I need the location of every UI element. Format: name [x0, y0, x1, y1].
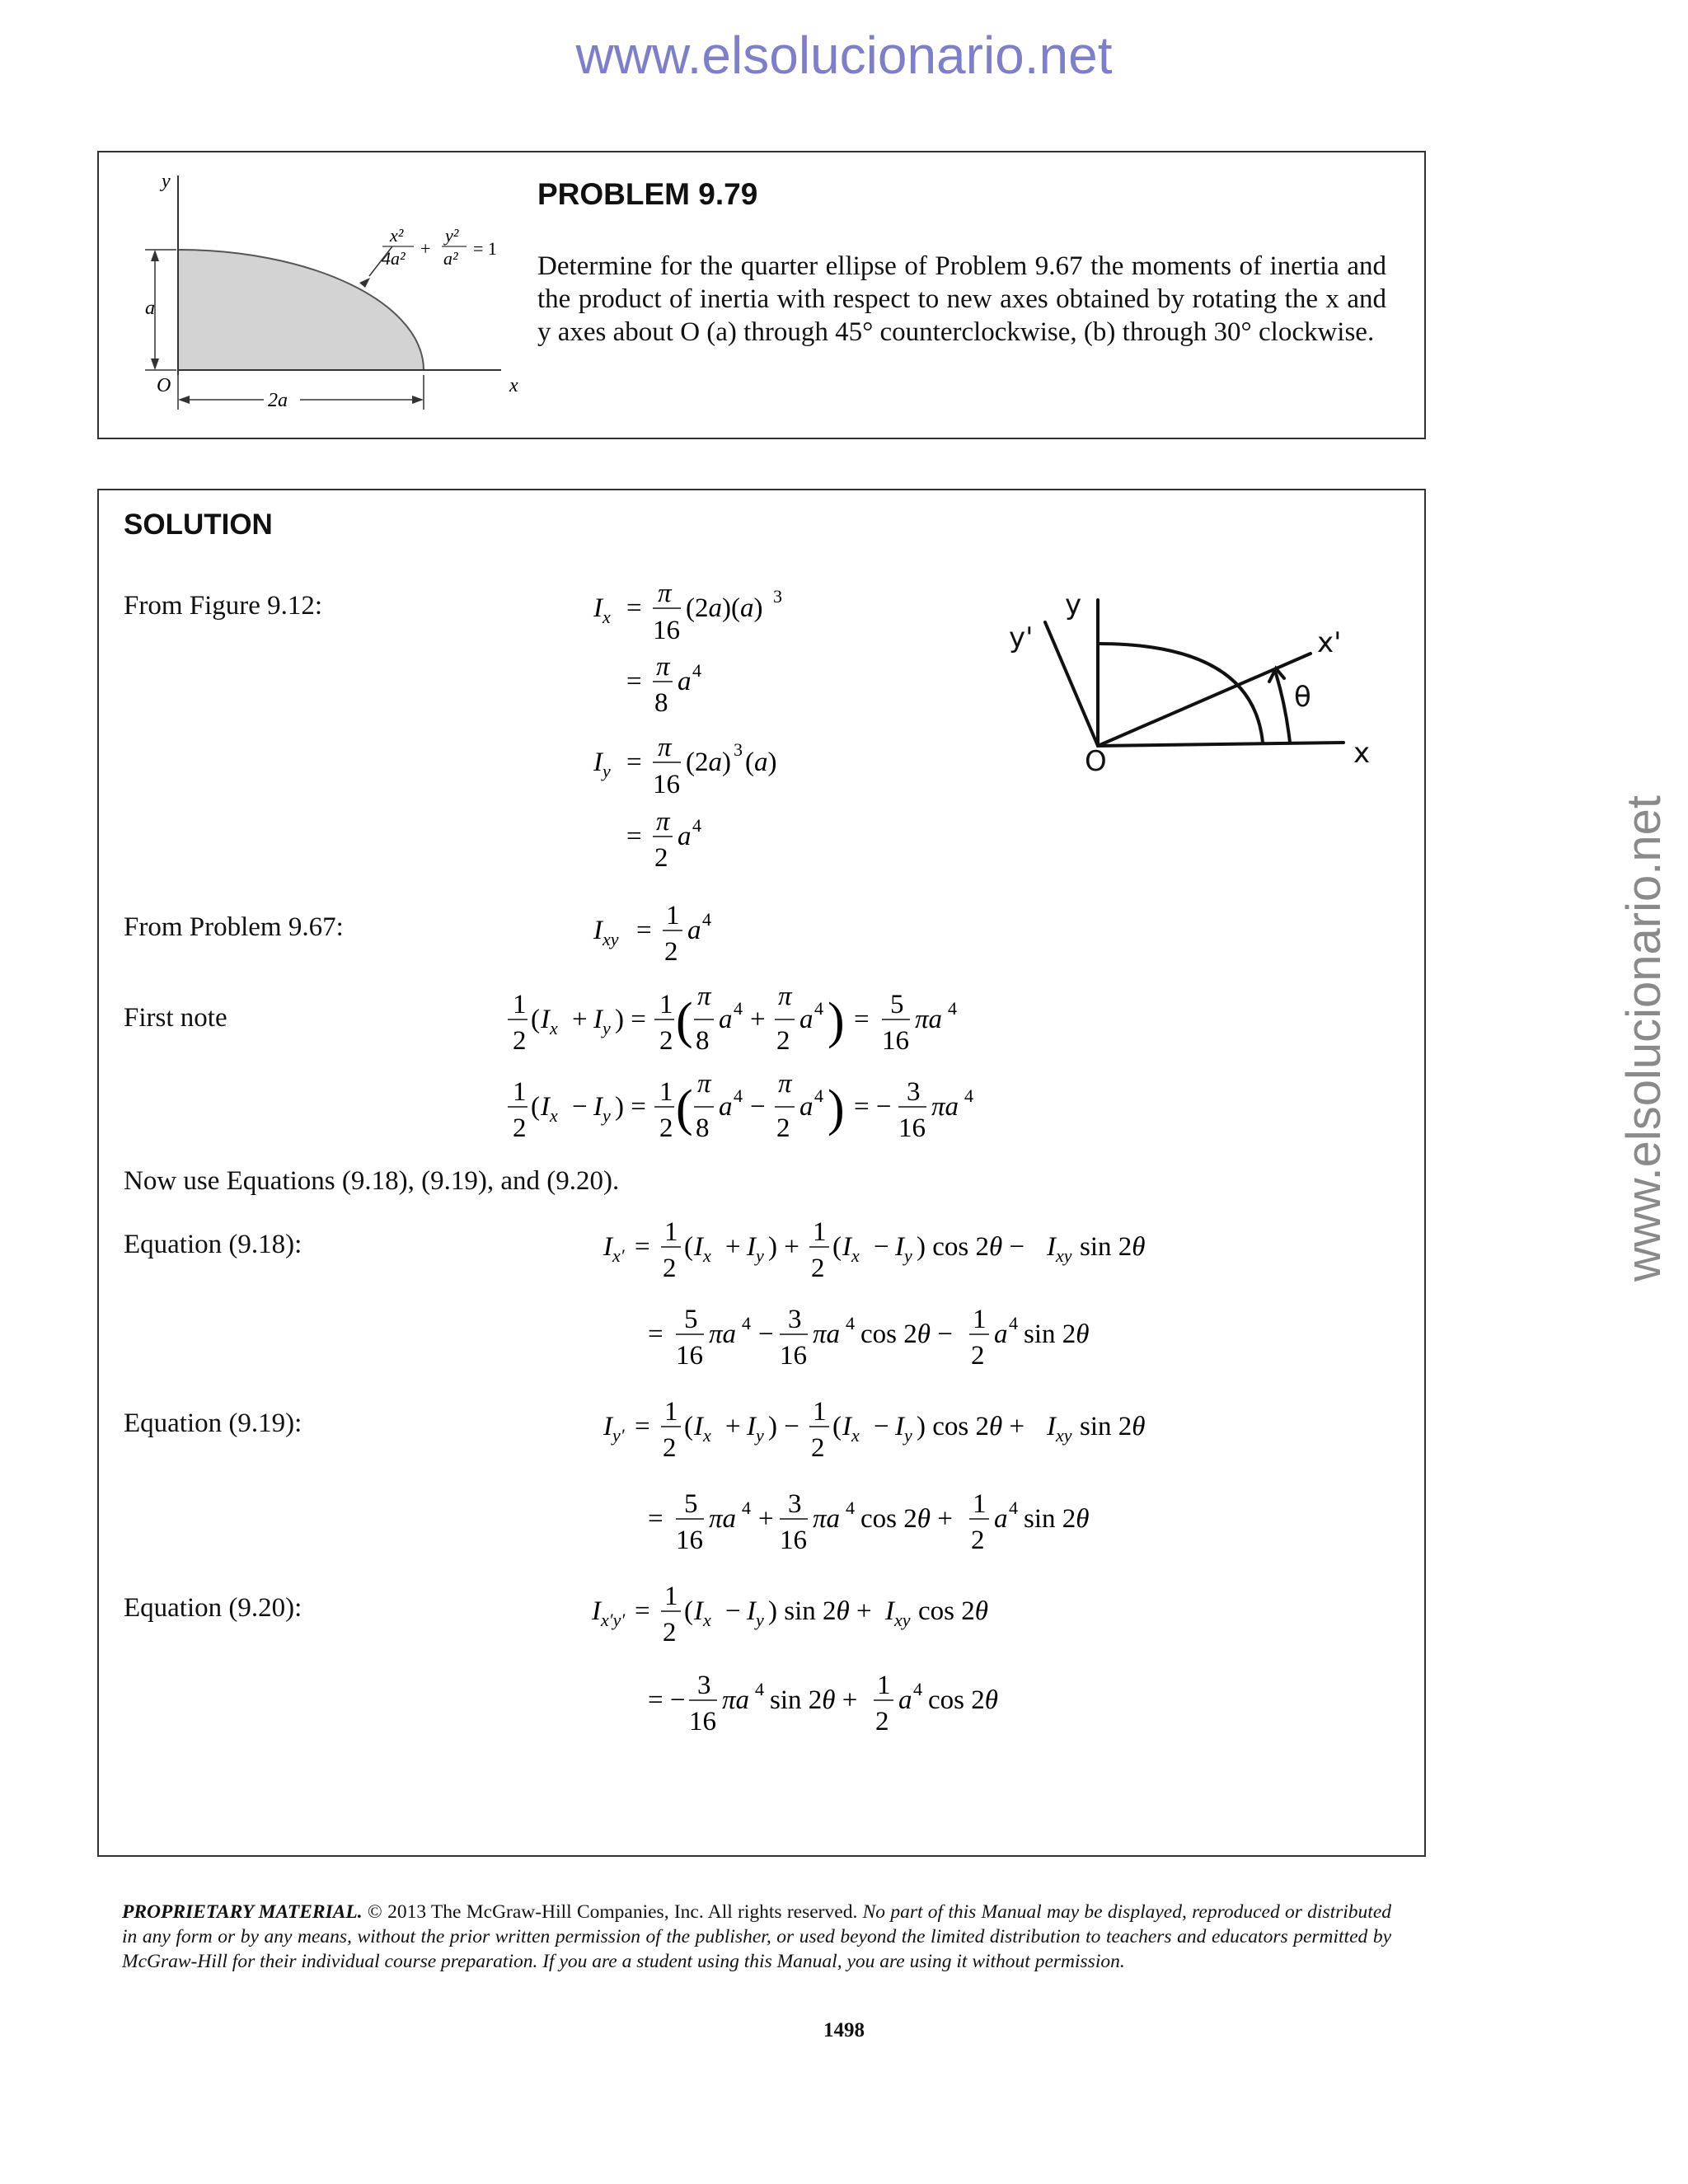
eq-first-note-1 — [508, 982, 957, 1056]
label-fig912: From Figure 9.12: — [124, 591, 323, 621]
svg-text:4: 4 — [755, 1679, 764, 1699]
svg-text:Iy: $I_y$ — [895, 1232, 912, 1266]
svg-text:a: a — [994, 1319, 1008, 1349]
svg-text:) =: ) = — [615, 1005, 646, 1034]
svg-text:Ix: $I_x$ — [541, 1092, 558, 1126]
sketch-y-label: y — [1065, 588, 1082, 621]
svg-text:Ix′: $I_{x'}$ — [603, 1232, 625, 1266]
svg-text:=: = — [626, 593, 642, 623]
svg-text:Iy: $I_y$ — [593, 1005, 611, 1038]
svg-text:+: + — [725, 1232, 741, 1262]
svg-text:3: 3 — [697, 1671, 711, 1700]
svg-text:16: 16 — [689, 1707, 716, 1736]
svg-text:1: 1 — [659, 990, 673, 1019]
svg-text:Iy: $I_y$ — [593, 1092, 611, 1126]
svg-text:1: 1 — [659, 1077, 673, 1107]
svg-text:−: − — [750, 1092, 766, 1122]
svg-text:a: a — [994, 1504, 1008, 1534]
svg-text:π: π — [697, 1069, 711, 1099]
svg-text:2: 2 — [971, 1526, 985, 1555]
svg-text:16: 16 — [882, 1026, 909, 1056]
svg-text:5: 5 — [684, 1489, 698, 1519]
svg-text:(: ( — [832, 1412, 842, 1441]
svg-text:4: 4 — [913, 1679, 922, 1699]
svg-text:) cos 2θ −: ) cos 2θ − — [917, 1232, 1025, 1262]
label-prob967: From Problem 9.67: — [124, 912, 344, 942]
svg-text:) =: ) = — [615, 1092, 646, 1122]
solution-heading: SOLUTION — [124, 509, 273, 541]
svg-text:π: π — [697, 982, 711, 1011]
svg-text:sin 2θ: sin 2θ — [1080, 1412, 1146, 1441]
svg-text:1: 1 — [973, 1489, 987, 1519]
svg-text:+: + — [572, 1005, 588, 1034]
svg-text:Iy: $I_y$ — [747, 1232, 764, 1266]
svg-text:16: 16 — [780, 1526, 807, 1555]
svg-text:1: 1 — [813, 1397, 827, 1427]
problem-title: PROBLEM 9.79 — [537, 177, 758, 211]
svg-text:) +: ) + — [768, 1232, 799, 1262]
svg-text:cos 2θ +: cos 2θ + — [860, 1504, 953, 1534]
svg-text:= 1: = 1 — [473, 238, 497, 259]
fig-x-label: x — [509, 375, 518, 396]
svg-text:4: 4 — [734, 1085, 743, 1106]
svg-text:4: 4 — [742, 1497, 751, 1518]
svg-text:+: + — [420, 238, 431, 259]
footer-normal: © 2013 The McGraw-Hill Companies, Inc. All rights reserved. — [362, 1901, 858, 1923]
svg-text:8: 8 — [654, 688, 668, 718]
svg-text:πa: πa — [931, 1092, 959, 1122]
svg-text:3: 3 — [734, 739, 743, 760]
svg-text:16: 16 — [898, 1113, 926, 1143]
watermark-top: www.elsolucionario.net — [575, 26, 1113, 85]
svg-text:−: − — [874, 1232, 889, 1262]
svg-text:1: 1 — [513, 990, 527, 1019]
svg-text:a: a — [799, 1005, 814, 1034]
svg-text:16: 16 — [653, 770, 680, 799]
label-eq919: Equation (9.19): — [124, 1408, 302, 1438]
svg-text:a: a — [678, 822, 692, 851]
svg-text:4: 4 — [964, 1085, 973, 1106]
eq-918-2 — [648, 1305, 1089, 1371]
sketch-origin-label: O — [1085, 745, 1107, 778]
svg-text:1: 1 — [664, 1582, 678, 1611]
svg-text:) −: ) − — [768, 1412, 799, 1441]
eq-918-1 — [603, 1217, 1145, 1283]
svg-text:(: ( — [531, 1005, 540, 1034]
svg-text:−: − — [758, 1319, 774, 1349]
eq-920-1 — [591, 1582, 988, 1647]
svg-text:1: 1 — [513, 1077, 527, 1107]
svg-text:=: = — [635, 1412, 650, 1441]
svg-text:4: 4 — [692, 660, 701, 681]
svg-text:πa: πa — [709, 1504, 737, 1534]
problem-text: Determine for the quarter ellipse of Problem 9.67 the moments of inertia and the product of inertia with respect to new axes obtained by rotating the x and y axes about O (a) through 45° counterclockwise, (b) through 30° clockwise. — [537, 251, 1386, 347]
page-number: 1498 — [823, 2019, 865, 2041]
eq-920-2 — [648, 1671, 998, 1736]
svg-text:1: 1 — [813, 1217, 827, 1247]
svg-text:4: 4 — [814, 1085, 823, 1106]
svg-text:4: 4 — [734, 998, 743, 1019]
svg-text:2: 2 — [971, 1341, 985, 1371]
svg-text:a: a — [719, 1005, 733, 1034]
svg-text:Ix: $I_x$ — [694, 1596, 711, 1630]
svg-text:1: 1 — [877, 1671, 891, 1700]
svg-text:4: 4 — [1009, 1313, 1018, 1333]
svg-text:=: = — [626, 822, 642, 851]
svg-text:Iy′: $I_{y'}$ — [603, 1412, 625, 1446]
eq-first-note-2 — [508, 1069, 973, 1143]
svg-text:x²: x² — [390, 225, 404, 246]
svg-text:2: 2 — [513, 1026, 527, 1056]
svg-text:π: π — [778, 1069, 792, 1099]
svg-text:cos 2θ: cos 2θ — [928, 1685, 998, 1715]
svg-text:4: 4 — [846, 1497, 855, 1518]
svg-text:=: = — [626, 667, 642, 696]
svg-text:−: − — [572, 1092, 588, 1122]
svg-text:(: ( — [684, 1596, 693, 1626]
svg-text:= −: = − — [648, 1685, 686, 1715]
svg-text:(: ( — [531, 1092, 540, 1122]
svg-text:πa: πa — [813, 1504, 841, 1534]
svg-text:Ix: $I_x$ — [541, 1005, 558, 1038]
svg-text:a: a — [799, 1092, 814, 1122]
label-now-use: Now use Equations (9.18), (9.19), and (9.20). — [124, 1166, 620, 1196]
eq-ix-2 — [626, 652, 701, 718]
svg-text:Ix: $I_x$ — [842, 1232, 860, 1266]
svg-text:2: 2 — [659, 1026, 673, 1056]
svg-text:2: 2 — [663, 1254, 677, 1283]
svg-text:=: = — [635, 1232, 650, 1262]
ellipse-equation — [382, 225, 497, 269]
svg-text:16: 16 — [780, 1341, 807, 1371]
svg-text:5: 5 — [684, 1305, 698, 1334]
sketch-theta-label: θ — [1294, 681, 1311, 714]
svg-text:2: 2 — [811, 1254, 825, 1283]
svg-text:(: ( — [684, 1232, 693, 1262]
svg-text:=: = — [854, 1005, 870, 1034]
eq-919-1 — [603, 1397, 1145, 1463]
svg-text:4: 4 — [702, 909, 711, 930]
svg-text:+: + — [725, 1412, 741, 1441]
svg-text:Ixy: $I_{xy}$ — [885, 1596, 911, 1630]
svg-text:3: 3 — [788, 1305, 802, 1334]
svg-text:sin 2θ +: sin 2θ + — [770, 1685, 858, 1715]
svg-text:4: 4 — [1009, 1497, 1018, 1518]
svg-text:πa: πa — [813, 1319, 841, 1349]
svg-text:Iy: $I_y$ — [593, 748, 611, 781]
svg-text:Ix: $I_x$ — [694, 1412, 711, 1446]
svg-text:π: π — [778, 982, 792, 1011]
eq-iy-1 — [593, 733, 777, 799]
svg-text:1: 1 — [664, 1217, 678, 1247]
problem-box — [97, 151, 1426, 439]
fig-width-label: 2a — [268, 390, 288, 411]
svg-text:(2a)(a): (2a)(a) — [686, 593, 763, 623]
svg-text:5: 5 — [890, 990, 904, 1019]
svg-text:= −: = − — [854, 1092, 892, 1122]
svg-text:Ixy: $I_{xy}$ — [1047, 1232, 1072, 1266]
svg-text:a: a — [678, 667, 692, 696]
svg-text:=: = — [636, 916, 652, 945]
svg-text:2: 2 — [654, 843, 668, 873]
svg-text:4: 4 — [846, 1313, 855, 1333]
svg-text:Ix: $I_x$ — [694, 1232, 711, 1266]
svg-text:Ix: $I_x$ — [842, 1412, 860, 1446]
sketch-y-prime-label: y' — [1009, 621, 1034, 654]
label-first-note: First note — [124, 1003, 227, 1033]
svg-text:16: 16 — [676, 1526, 703, 1555]
svg-text:Ixy: $I_{xy}$ — [593, 916, 619, 949]
fig-origin-label: O — [157, 375, 171, 396]
fig-height-label: a — [145, 298, 155, 319]
svg-text:2: 2 — [663, 1433, 677, 1463]
svg-text:2: 2 — [663, 1618, 677, 1647]
svg-text:sin 2θ: sin 2θ — [1024, 1319, 1090, 1349]
svg-text:(: ( — [676, 993, 693, 1049]
equations — [99, 490, 1428, 1858]
svg-text:=: = — [648, 1319, 663, 1349]
svg-text:2: 2 — [776, 1026, 790, 1056]
watermark-side: www.elsolucionario.net — [1617, 795, 1671, 1282]
svg-text:−: − — [725, 1596, 741, 1626]
svg-text:2: 2 — [811, 1433, 825, 1463]
svg-text:2: 2 — [513, 1113, 527, 1143]
svg-text:2: 2 — [875, 1707, 889, 1736]
svg-text:) sin 2θ +: ) sin 2θ + — [768, 1596, 872, 1626]
svg-text:4: 4 — [814, 998, 823, 1019]
problem-figure — [99, 152, 560, 433]
svg-text:Ix: $I_x$ — [593, 593, 611, 627]
svg-text:π: π — [656, 807, 670, 837]
footer-bold: PROPRIETARY MATERIAL. — [122, 1901, 363, 1923]
svg-text:a: a — [898, 1685, 912, 1715]
svg-text:πa: πa — [709, 1319, 737, 1349]
svg-text:Ixy: $I_{xy}$ — [1047, 1412, 1072, 1446]
svg-text:(: ( — [832, 1232, 842, 1262]
sketch-x-prime-label: x' — [1317, 626, 1342, 659]
rotated-axes-sketch — [1045, 600, 1343, 746]
svg-text:): ) — [828, 993, 845, 1049]
svg-text:4: 4 — [692, 815, 701, 836]
label-eq920: Equation (9.20): — [124, 1593, 302, 1623]
svg-text:2: 2 — [659, 1113, 673, 1143]
svg-text:π: π — [658, 579, 672, 608]
svg-text:): ) — [828, 1080, 845, 1137]
svg-text:3: 3 — [788, 1489, 802, 1519]
svg-text:a²: a² — [443, 248, 458, 269]
eq-ixy — [593, 901, 711, 967]
svg-text:a: a — [719, 1092, 733, 1122]
svg-text:1: 1 — [666, 901, 680, 930]
svg-text:=: = — [648, 1504, 663, 1534]
svg-text:−: − — [874, 1412, 889, 1441]
svg-text:sin 2θ: sin 2θ — [1080, 1232, 1146, 1262]
svg-text:Iy: $I_y$ — [895, 1412, 912, 1446]
svg-text:8: 8 — [696, 1113, 710, 1143]
fig-y-label: y — [162, 171, 171, 192]
svg-text:=: = — [635, 1596, 650, 1626]
svg-text:a: a — [687, 916, 701, 945]
svg-text:(: ( — [684, 1412, 693, 1441]
footer-italic: No part of this Manual may be displayed, reproduced or distributed in any form or by any means, without the prior written permission of the publisher, or used beyond the limited distribution to teachers and educators permitted by McGraw-Hill for their individual course preparation. If you are a student using this Manual, you are using it without permission. — [122, 1901, 1392, 1972]
footer-notice — [122, 1900, 1391, 1974]
svg-text:(a): (a) — [745, 748, 777, 777]
svg-text:2: 2 — [776, 1113, 790, 1143]
svg-text:1: 1 — [664, 1397, 678, 1427]
svg-text:π: π — [658, 733, 672, 762]
sketch-x-label: x — [1353, 737, 1371, 770]
eq-iy-2 — [626, 807, 701, 873]
svg-text:cos 2θ: cos 2θ — [918, 1596, 988, 1626]
svg-text:4: 4 — [742, 1313, 751, 1333]
svg-text:(2a): (2a) — [686, 748, 731, 777]
svg-text:y²: y² — [445, 225, 459, 246]
svg-text:π: π — [656, 652, 670, 682]
svg-text:4a²: 4a² — [382, 248, 406, 269]
svg-text:+: + — [750, 1005, 766, 1034]
svg-text:2: 2 — [664, 937, 678, 967]
svg-text:16: 16 — [676, 1341, 703, 1371]
svg-text:3: 3 — [773, 586, 782, 607]
svg-text:4: 4 — [948, 998, 957, 1019]
svg-text:sin 2θ: sin 2θ — [1024, 1504, 1090, 1534]
svg-text:(: ( — [676, 1080, 693, 1137]
svg-text:πa: πa — [722, 1685, 750, 1715]
svg-text:3: 3 — [907, 1077, 921, 1107]
svg-text:) cos 2θ +: ) cos 2θ + — [917, 1412, 1025, 1441]
label-eq918: Equation (9.18): — [124, 1230, 302, 1259]
svg-text:πa: πa — [915, 1005, 943, 1034]
svg-text:8: 8 — [696, 1026, 710, 1056]
eq-ix-1 — [593, 579, 782, 645]
svg-text:Ix′y′: $I_{x'y'}$ — [592, 1596, 626, 1630]
svg-text:1: 1 — [973, 1305, 987, 1334]
svg-text:+: + — [758, 1504, 774, 1534]
svg-text:Iy: $I_y$ — [747, 1596, 764, 1630]
svg-text:Iy: $I_y$ — [747, 1412, 764, 1446]
eq-919-2 — [648, 1489, 1089, 1555]
svg-text:=: = — [626, 748, 642, 777]
svg-text:16: 16 — [653, 616, 680, 645]
solution-box — [97, 489, 1426, 1857]
svg-text:cos 2θ −: cos 2θ − — [860, 1319, 953, 1349]
